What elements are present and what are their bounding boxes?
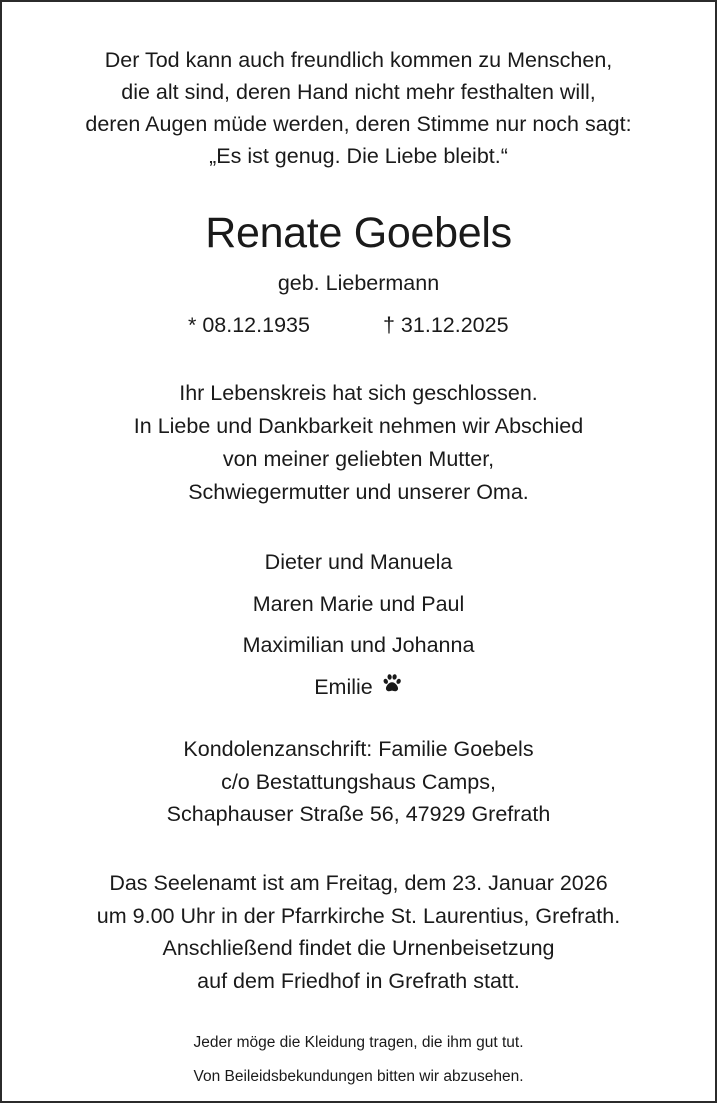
condolence-address bbox=[2, 733, 715, 831]
maiden-name: geb. Liebermann bbox=[277, 271, 440, 295]
service-line: Das Seelenamt ist am Freitag, dem 23. Januar 2026 bbox=[109, 871, 608, 895]
farewell-text bbox=[2, 377, 715, 509]
farewell-line: In Liebe und Dankbarkeit nehmen wir Abschied bbox=[133, 414, 584, 438]
farewell-line: von meiner geliebten Mutter, bbox=[222, 447, 495, 471]
mourner: Maximilian und Johanna bbox=[242, 633, 475, 657]
service-line: auf dem Friedhof in Grefrath statt. bbox=[197, 968, 520, 993]
poem-line: „Es ist genug. Die Liebe bleibt.“ bbox=[209, 144, 508, 168]
note-line: Jeder möge die Kleidung tragen, die ihm gut tut. bbox=[193, 1034, 524, 1051]
closing-notes bbox=[2, 1026, 715, 1094]
condolence-line: Kondolenzanschrift: Familie Goebels bbox=[183, 737, 534, 761]
death-date: † 31.12.2025 bbox=[383, 313, 509, 337]
poem bbox=[2, 44, 715, 172]
farewell-line: Ihr Lebenskreis hat sich geschlossen. bbox=[179, 381, 538, 405]
paw-print-icon bbox=[381, 667, 403, 709]
deceased-name: Renate Goebels bbox=[205, 209, 512, 257]
condolence-line: c/o Bestattungshaus Camps, bbox=[221, 769, 496, 794]
funeral-service-info bbox=[2, 867, 715, 997]
condolence-line: Schaphauser Straße 56, 47929 Grefrath bbox=[166, 802, 551, 826]
poem-line: deren Augen müde werden, deren Stimme nur noch sagt: bbox=[85, 112, 632, 136]
service-line: um 9.00 Uhr in der Pfarrkirche St. Laurentius, Grefrath. bbox=[96, 903, 621, 928]
service-line: Anschließend findet die Urnenbeisetzung bbox=[162, 936, 555, 960]
farewell-line: Schwiegermutter und unserer Oma. bbox=[188, 480, 529, 504]
poem-line: Der Tod kann auch freundlich kommen zu Menschen, bbox=[104, 48, 613, 72]
mourner: Emilie bbox=[314, 674, 373, 699]
mourner: Dieter und Manuela bbox=[264, 550, 453, 574]
mourners-list bbox=[2, 542, 715, 709]
life-dates bbox=[2, 310, 715, 340]
mourner-with-pet bbox=[2, 667, 715, 709]
birth-date: * 08.12.1935 bbox=[188, 313, 310, 337]
note-line: Von Beileidsbekundungen bitten wir abzusehen. bbox=[193, 1068, 524, 1085]
mourner: Maren Marie und Paul bbox=[252, 591, 465, 616]
poem-line: die alt sind, deren Hand nicht mehr festhalten will, bbox=[121, 80, 596, 104]
